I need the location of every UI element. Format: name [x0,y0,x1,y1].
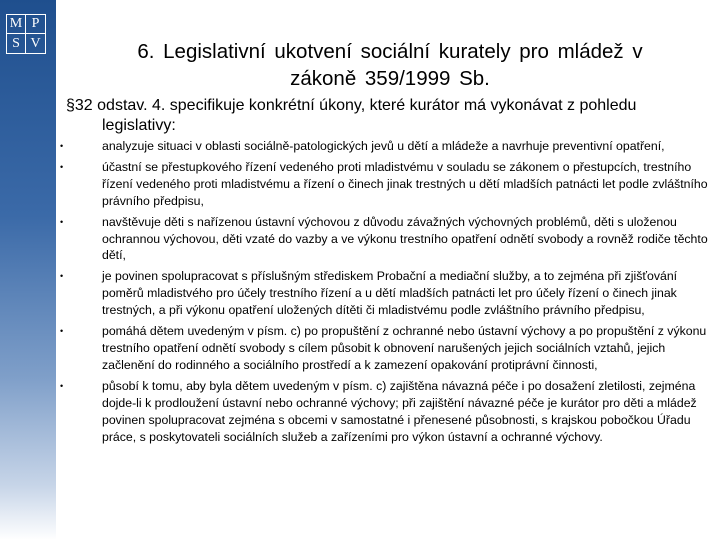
logo-letter: S [7,34,26,53]
bullet-icon: • [60,326,64,337]
list-item-text: je povinen spolupracovat s příslušným střediskem Probační a mediační služby, a to zejména při zjišťování poměrů mladistvého pro účely trestního řízení a u dětí mladších patnácti let pro účely řízení o činech jinak trestných, a při výkonu opatření uložených dítěti či mladistvému podle zvláštního právního předpisu, [102,269,678,318]
list-item [60,378,720,446]
sidebar-band [0,0,56,540]
lead-paragraph [66,96,706,136]
bullet-icon: • [60,161,64,172]
mpsv-logo [6,14,46,54]
logo-letter: M [7,15,26,34]
list-item [60,214,720,265]
bullet-list [60,138,720,449]
list-item [60,323,720,374]
lead-text: §32 odstav. 4. specifikuje konkrétní úkony, které kurátor má vykonávat z pohledu legislativy: [66,97,637,134]
bullet-icon: • [60,141,64,151]
slide-title: 6. Legislativní ukotvení sociální kurately pro mládež v zákoně 359/1999 Sb. [137,40,643,90]
list-item-text: pomáhá dětem uvedeným v písm. c) po propuštění z ochranné nebo ústavní výchovy a po propuštění z výkonu trestního opatření odnětí svobody s cílem působit k obnovení narušených jejich sociálních vztahů, jejich začlenění do rodinného a sociálního prostředí a k zamezení opakování protiprávní činnosti, [102,324,707,372]
logo-letter: P [26,15,45,34]
list-item [60,268,720,319]
logo-letter: V [30,35,41,51]
list-item-text: působí k tomu, aby byla dětem uvedeným v písm. c) zajištěna návazná péče i po dosažení zletilosti, zejména dojde-li k prodloužení ústavní nebo ochranné výchovy; při zajištění návazné péče je kurátor pro děti a mládež povinen spolupracovat zejména s obcemi v samostatné i přenesené působnosti, s krajskou pobočkou Úřadu práce, s poskytovateli sociálních služeb a zařízeními pro výkon ústavní a ochranné výchovy. [102,378,697,444]
list-item-text: účastní se přestupkového řízení vedeného proti mladistvému v souladu se zákonem o přestupcích, trestního řízení vedeného proti mladistvému a řízení o činech jinak trestných u dětí mladších patnácti let podle zvláštního právního předpisu, [102,159,708,208]
list-item [60,138,720,155]
bullet-icon: • [60,271,64,282]
bullet-icon: • [60,216,64,227]
bullet-icon: • [60,380,64,391]
list-item-text: navštěvuje děti s nařízenou ústavní výchovou z důvodu závažných výchovných problémů, děti s uloženou ochrannou výchovou, děti vzaté do vazby a ve výkonu trestního opatření odnětí svobody a rovněž rodiče těchto dětí, [102,214,708,263]
list-item-text: analyzuje situaci v oblasti sociálně-patologických jevů u dětí a mládeže a navrhuje preventivní opatření, [102,139,665,153]
list-item [60,159,720,210]
